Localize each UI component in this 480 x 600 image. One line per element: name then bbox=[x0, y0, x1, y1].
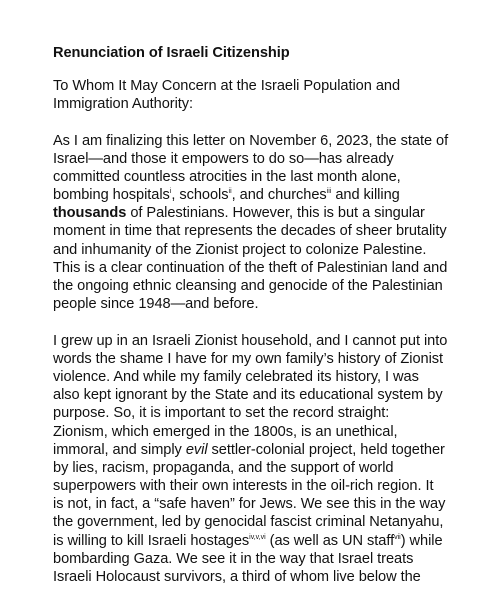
text-run: , and churches bbox=[231, 187, 327, 204]
letter-page bbox=[53, 44, 463, 586]
text-run: ) while bbox=[400, 532, 443, 549]
paragraph-line: violence. And while my family celebrated its history, I was bbox=[53, 368, 419, 385]
paragraph-line bbox=[53, 204, 463, 222]
footnote-ref: iv,v,vi bbox=[249, 533, 266, 541]
paragraph-spacer bbox=[53, 113, 463, 131]
paragraph-line: This is a clear continuation of the theft of Palestinian land and bbox=[53, 259, 448, 276]
text-run: bombing hospitals bbox=[53, 187, 170, 204]
text-run: , schools bbox=[171, 187, 229, 204]
paragraph-line: purpose. So, it is important to set the record straight: bbox=[53, 405, 390, 422]
paragraph-line: Israel—and those it empowers to do so—has already bbox=[53, 150, 394, 167]
document-title: Renunciation of Israeli Citizenship bbox=[53, 45, 290, 61]
paragraph-line: As I am finalizing this letter on November 6, 2023, the state of bbox=[53, 132, 449, 149]
paragraph-line: the ongoing ethnic cleansing and genocide of the Palestinian bbox=[53, 278, 443, 295]
paragraph-line bbox=[53, 186, 463, 204]
paragraph-line: superpowers with their own interests in the oil-rich region. It bbox=[53, 478, 434, 495]
paragraph-line: moment in time that represents the decades of sheer brutality bbox=[53, 223, 447, 240]
footnote-ref: iii bbox=[326, 188, 332, 196]
paragraph-line: by lies, racism, propaganda, and the support of world bbox=[53, 459, 394, 476]
paragraph-line: committed countless atrocities in the last month alone, bbox=[53, 168, 401, 185]
paragraph-line: and inhumanity of the Zionist project to colonize Palestine. bbox=[53, 241, 427, 258]
bold-text: thousands bbox=[53, 205, 127, 222]
paragraph-line: is not, in fact, a “safe haven” for Jews. We see this in the way bbox=[53, 496, 446, 513]
paragraph-line: people since 1948—and before. bbox=[53, 296, 259, 313]
paragraph-line: I grew up in an Israeli Zionist household, and I cannot put into bbox=[53, 332, 448, 349]
paragraph-spacer bbox=[53, 313, 463, 331]
italic-text: evil bbox=[185, 441, 208, 458]
paragraph-2 bbox=[53, 332, 463, 587]
paragraph-1 bbox=[53, 132, 463, 314]
salutation-line: Immigration Authority: bbox=[53, 96, 194, 113]
text-run: and killing bbox=[331, 187, 400, 204]
salutation-line: To Whom It May Concern at the Israeli Population and bbox=[53, 77, 401, 94]
paragraph-line: bombarding Gaza. We see it in the way that Israel treats bbox=[53, 550, 414, 567]
footnote-ref: i bbox=[169, 188, 172, 196]
paragraph-line: words the shame I have for my own family’s history of Zionist bbox=[53, 350, 444, 367]
footnote-ref: ii bbox=[228, 188, 232, 196]
paragraph-line: the government, led by genocidal fascist criminal Netanyahu, bbox=[53, 514, 444, 531]
text-run: (as well as UN staff bbox=[265, 532, 395, 549]
paragraph-line: Zionism, which emerged in the 1800s, is an unethical, bbox=[53, 423, 398, 440]
footnote-ref: vii bbox=[394, 533, 401, 541]
paragraph-line bbox=[53, 441, 463, 459]
text-run: of Palestinians. However, this is but a singular bbox=[126, 205, 425, 222]
text-run: settler-colonial project, held together bbox=[207, 441, 445, 458]
paragraph-line: also kept ignorant by the State and its educational system by bbox=[53, 387, 443, 404]
text-run: is willing to kill Israeli hostages bbox=[53, 532, 250, 549]
text-run: immoral, and simply bbox=[53, 441, 186, 458]
paragraph-line: Israeli Holocaust survivors, a third of whom live below the bbox=[53, 569, 421, 586]
salutation bbox=[53, 77, 463, 113]
paragraph-line bbox=[53, 532, 463, 550]
